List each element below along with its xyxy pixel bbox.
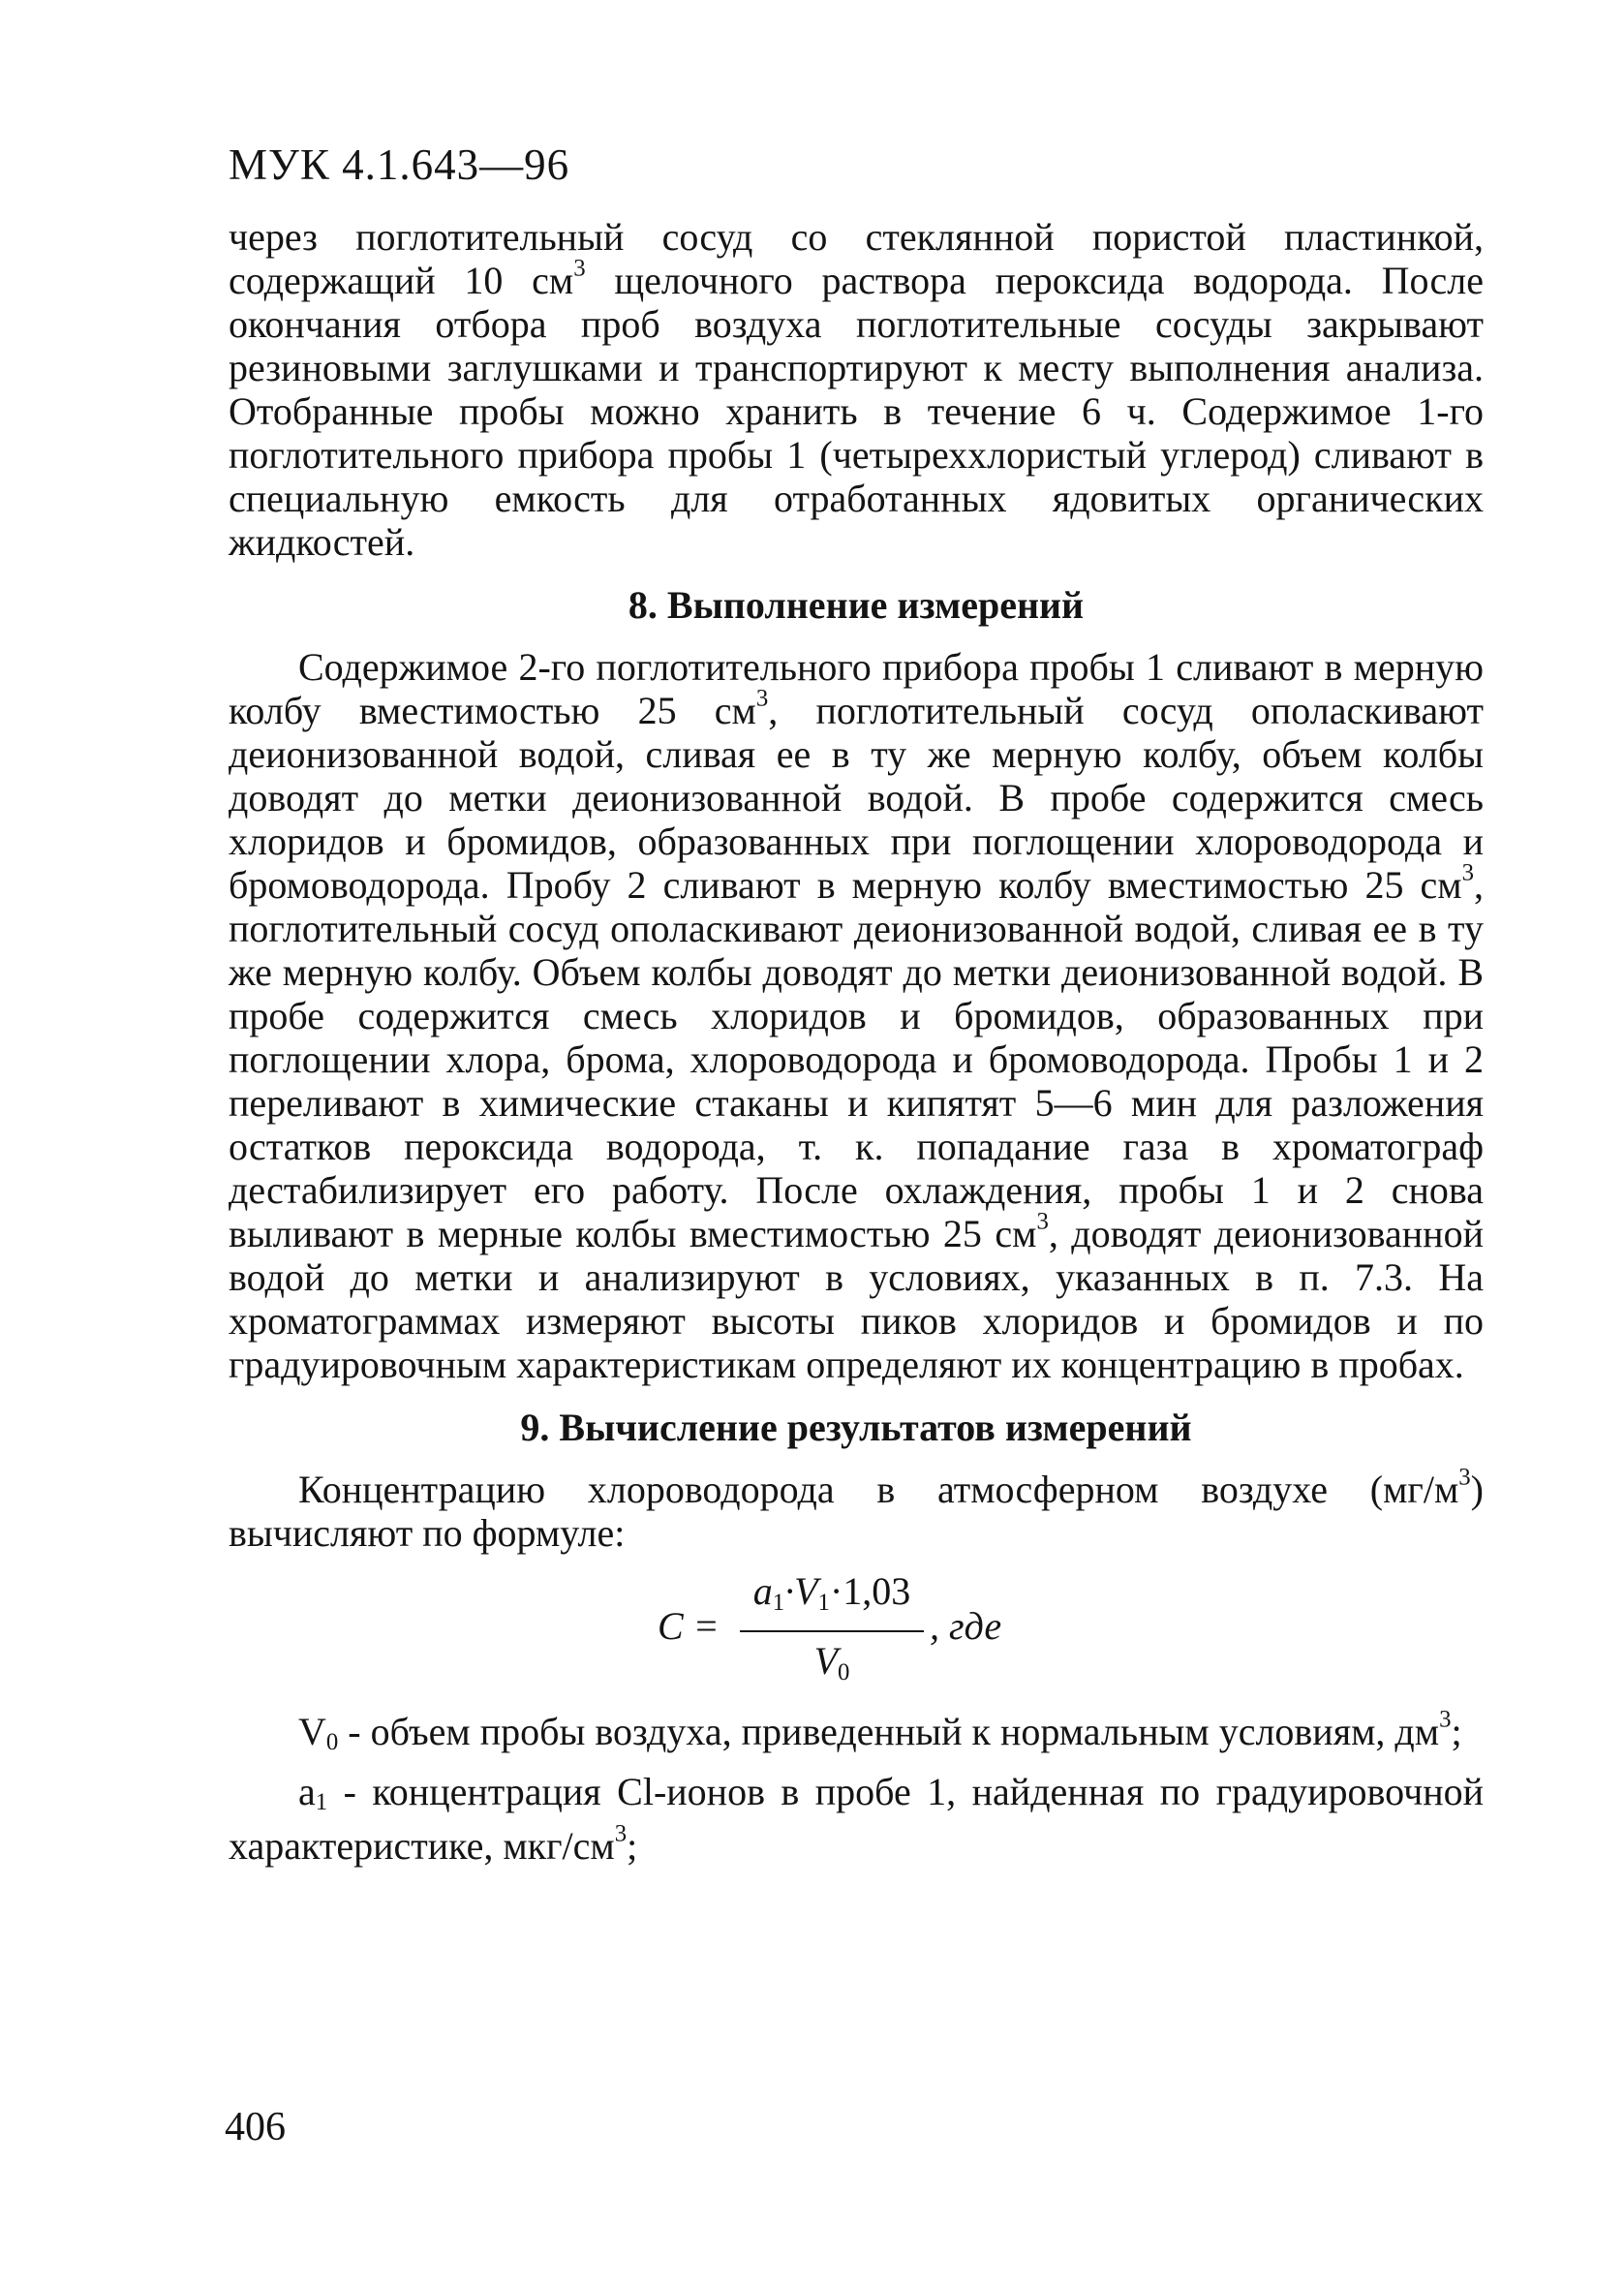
superscript: 3 <box>755 685 769 712</box>
superscript: 3 <box>1461 859 1474 886</box>
section-8-paragraph <box>229 645 1484 1386</box>
section-9-text-a: Концентрацию хлороводорода в атмосферном воздухе (мг/м <box>298 1468 1459 1511</box>
formula-fraction <box>740 1568 924 1696</box>
num-dot: · <box>784 1569 795 1613</box>
definition-a1 <box>229 1770 1484 1868</box>
section-8-text-b: , поглотительный сосуд ополаскивают деионизованной водой, сливая ее в ту же мерную колбу, объем колбы доводят до метки деионизованной водой. В пробе содержится смесь хлоридов и бромидов, образованных при поглощении хлороводорода и бромоводорода. Пробу 2 сливают в мерную колбу вместимостью 25 см <box>229 689 1484 907</box>
num-v-sub: 1 <box>817 1590 830 1617</box>
superscript: 3 <box>1458 1464 1471 1491</box>
document-page <box>229 136 1484 1868</box>
formula-denominator <box>740 1638 924 1696</box>
superscript: 3 <box>1439 1706 1452 1733</box>
section-9-text-b: ) вычисляют по формуле: <box>229 1468 1484 1555</box>
def-symbol: a <box>298 1769 316 1813</box>
superscript: 3 <box>614 1820 628 1847</box>
formula-tail: , где <box>930 1604 1002 1648</box>
section-9-paragraph <box>229 1464 1484 1555</box>
def-end: ; <box>627 1823 638 1868</box>
def-text: - объем пробы воздуха, приведенный к нормальным условиям, дм <box>338 1710 1440 1753</box>
section-8-text-c: , поглотительный сосуд ополаскивают деионизованной водой, сливая ее в ту же мерную колбу. Объем колбы доводят до метки деионизованной водой. В пробе содержится смесь хлоридов и бромидов, образованных при поглощении хлора, брома, хлороводорода и бромоводорода. Пробы 1 и 2 переливают в химические стаканы и кипятят 5—6 мин для разложения остатков пероксида водорода, т. к. попадание газа в хроматограф дестабилизирует его работу. После охлаждения, пробы 1 и 2 снова выливают в мерные колбы вместимостью 25 см <box>229 863 1484 1255</box>
section-9-heading: 9. Вычисление результатов измерений <box>520 1406 1192 1449</box>
intro-text: через поглотительный сосуд со стеклянной пористой пластинкой, содержащий 10 см <box>229 215 1484 302</box>
section-8-text-d: , доводят деионизованной водой до метки и анализируют в условиях, указанных в п. 7.3. На хроматограммах измеряют высоты пиков хлоридов и бромидов и по градуировочным характеристикам определяют их концентрацию в пробах. <box>229 1212 1484 1386</box>
def-symbol: V <box>298 1710 326 1753</box>
num-v: V <box>794 1569 818 1613</box>
formula-numerator <box>740 1568 924 1626</box>
formula-lhs: C = <box>658 1604 720 1648</box>
intro-superscript: 3 <box>573 255 586 282</box>
document-header: МУК 4.1.643—96 <box>229 140 570 189</box>
section-8-heading: 8. Выполнение измерений <box>628 583 1085 627</box>
page-number: 406 <box>225 2105 286 2150</box>
num-a: a <box>752 1569 773 1613</box>
section-8-text-a: Содержимое 2-го поглотительного прибора пробы 1 сливают в мерную колбу вместимостью 25 см <box>229 645 1484 732</box>
concentration-formula <box>229 1568 1484 1686</box>
num-a-sub: 1 <box>772 1590 785 1617</box>
def-text: - концентрация Cl-ионов в пробе 1, найденная по градуировочной характеристике, мкг/см <box>229 1769 1484 1868</box>
num-rest: ·1,03 <box>829 1569 911 1613</box>
def-sub: 0 <box>325 1728 339 1755</box>
fraction-bar <box>740 1630 924 1632</box>
def-sub: 1 <box>315 1788 328 1815</box>
intro-paragraph <box>229 215 1484 564</box>
superscript: 3 <box>1036 1208 1049 1235</box>
definition-v0 <box>229 1706 1484 1764</box>
def-end: ; <box>1451 1710 1462 1753</box>
den-sub: 0 <box>838 1659 850 1686</box>
den-v: V <box>813 1639 839 1684</box>
intro-text-rest: щелочного раствора пероксида водорода. После окончания отбора проб воздуха поглотительные сосуды закрывают резиновыми заглушками и транспортируют к месту выполнения анализа. Отобранные пробы можно хранить в течение 6 ч. Содержимое 1-го поглотительного прибора пробы 1 (четыреххлористый углерод) сливают в специальную емкость для отработанных ядовитых органических жидкостей. <box>229 259 1485 564</box>
